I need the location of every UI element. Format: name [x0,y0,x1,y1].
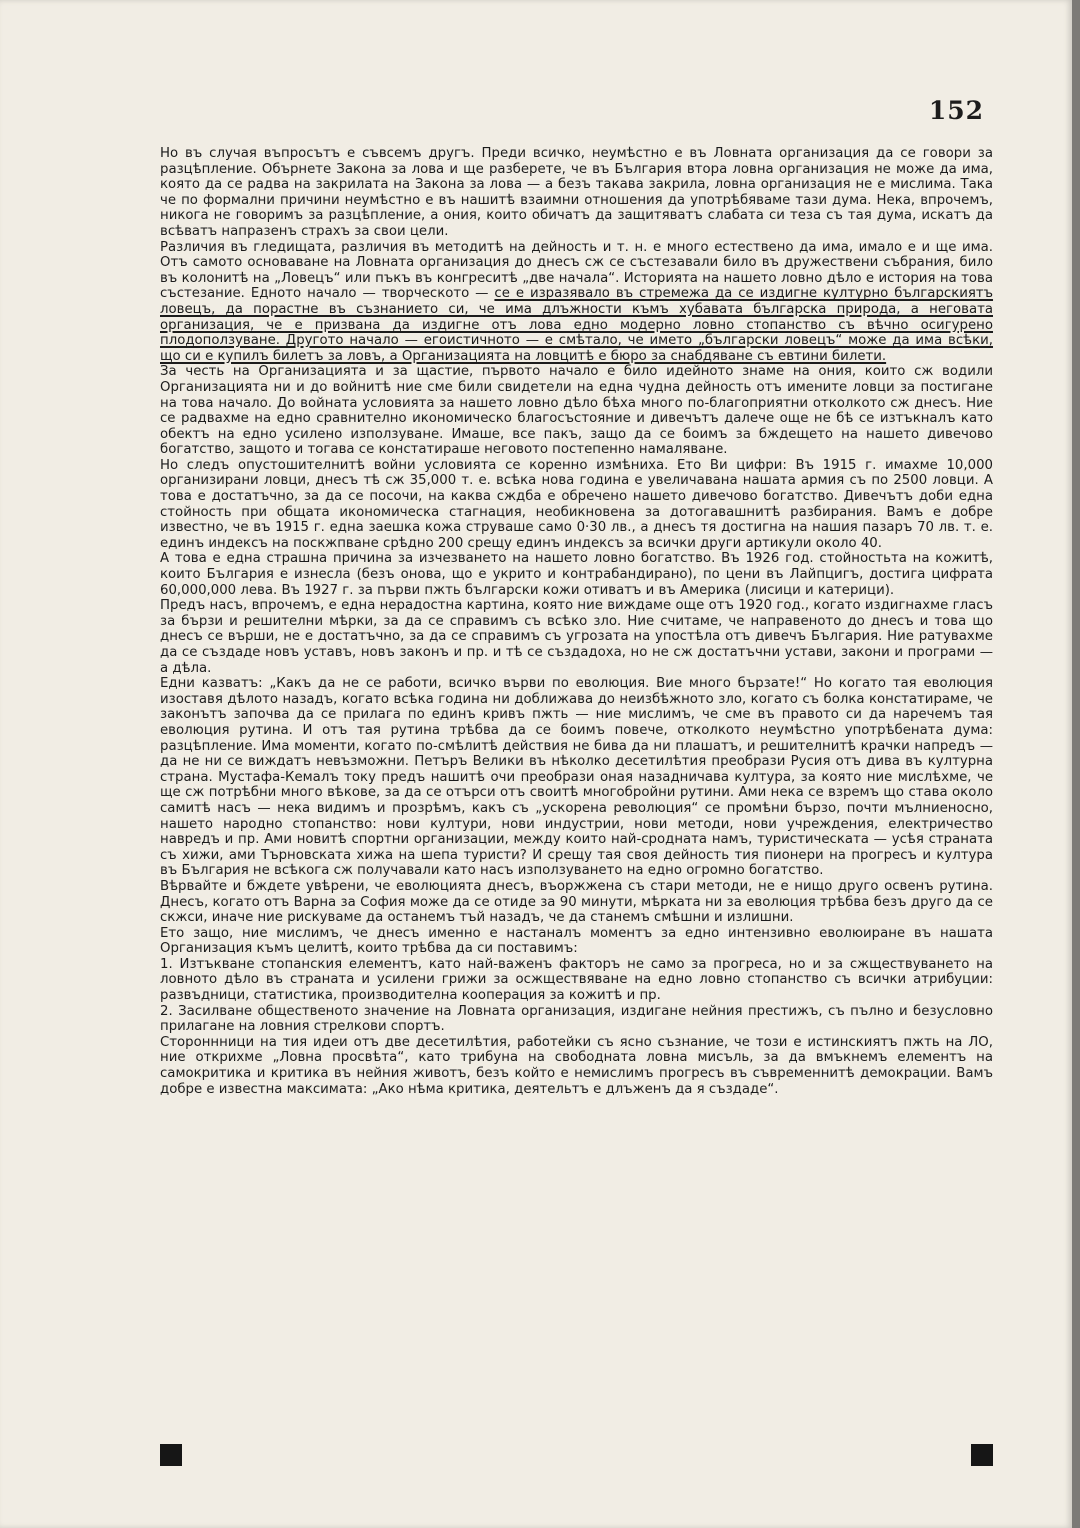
article-body [160,146,993,1097]
paragraph: Стороннници на тия идеи отъ две десетилѣтия, работейки съ ясно съзнание, че този е истинскиятъ пжть на ЛО, ние открихме „Ловна просвѣта“, като трибуна на свободната ловна мисъль, за да вмъкнемъ елементъ на самокритика и критика въ нейния животъ, безъ който е немислимъ прогресъ въ съвременнитѣ демокрации. Вамъ добре е известна максимата: „Ако нѣма критика, деятельтъ е длъженъ да я създаде“. [160,1034,993,1097]
paragraph: Ето защо, ние мислимъ, че днесъ именно е настаналъ моментъ за едно интензивно еволюиране въ нашата Организация къмъ целитѣ, които трѣбва да си поставимъ: [160,925,993,957]
paragraph-text: Различия въ гледищата, различия въ методитѣ на дейность и т. н. е много естествено да има, имало е и ще има. Отъ самото основаване на Ловната организация до днесъ сж се състезавали било въ дружествени събрания, било въ колонитѣ на „Ловецъ“ или пъкъ въ конгреситѣ „две начала“. Историята на нашето ловно дѣло е история на това състезание. Едното начало — творческото — [160,239,993,302]
paragraph: Но въ случая въпросътъ е съвсемъ другъ. Преди всичко, неумѣстно е въ Ловната организация да се говори за разцѣпление. Обърнете Закона за лова и ще разберете, че въ България втора ловна организация не може да има, която да се радва на закрилата на Закона за лова — а безъ такава закрила, ловна организация не е мислима. Така че по формални причини неумѣстно е въ нашитѣ взаимни отношения да употрѣбяваме тази дума. Нека, впрочемъ, никога не говоримъ за разцѣпление, а ония, които обичатъ да защитяватъ слабата си теза съ тая дума, искатъ да всѣватъ напразенъ страхъ за свои цели. [160,146,993,239]
registration-mark-right [971,1444,993,1466]
registration-mark-left [160,1444,182,1466]
paragraph [160,240,993,365]
list-item: 1. Изтъкване стопанския елементъ, като най-важенъ факторъ не само за прогреса, но и за сжществуването на ловното дѣло въ страната и усилени грижи за осжществяване на едно ловно стопанство съ всички атрибуции: развъдници, статистика, производителна кооперация за кожитѣ и пр. [160,956,993,1004]
paragraph: Предъ насъ, впрочемъ, е една нерадостна картина, която ние виждаме още отъ 1920 год., когато издигнахме гласъ за бързи и решителни мѣрки, за да се справимъ съ всѣко зло. Ние считаме, че направеното до днесъ и това що днесъ се върши, не е достатъчно, за да се справимъ съ угрозата на упостѣла отъ дивечъ България. Ние ратувахме да се създаде новъ уставъ, новъ законъ и пр. и тѣ се създадоха, но не сж достатъчни устави, закони и програми — а дѣла. [160,598,993,676]
paragraph: Но следъ опустошителнитѣ войни условията се коренно измѣниха. Ето Ви цифри: Въ 1915 г. имахме 10,000 организирани ловци, днесъ тѣ сж 35,000 т. е. всѣка нова година е увеличавана нашата армия съ по 2500 ловци. А това е достатъчно, за да се посочи, на каква сждба е обречено нашето дивечово богатство. Дивечътъ доби една стойность при общата икономическа стагнация, необикновена за дотогавашнитѣ разбирания. Вамъ е добре известно, че въ 1915 г. една заешка кожа струваше само 0·30 лв., а днесъ тя достигна на нашия пазаръ 70 лв. т. е. единъ индексъ на поскжпване срѣдно 200 срещу единъ индексъ за всички други артикули около 40. [160,457,993,551]
paragraph: За честь на Организацията и за щастие, първото начало е било идейното знаме на ония, които сж водили Организацията ни и до войнитѣ ние сме били свидетели на една чудна дейность отъ имените ловци за постигане на това начало. До войната условията за нашето ловно дѣло бѣха много по-благоприятни отколкото сж днесъ. Ние се радвахме на едно сравнително икономическо благосъстояние и дивечътъ далече още не бѣ се изтъкналъ като обектъ на едно усилено използуване. Имаше, все пакъ, защо да се боимъ за бждещето на нашето дивечово богатство, защото и тогава се констатираше неговото постепенно намаляване. [160,364,993,458]
list-item: 2. Засилване общественото значение на Ловната организация, издигане нейния престижъ, съ пълно и безусловно прилагане на ловния стрелкови спортъ. [160,1003,993,1035]
underlined-passage: се е изразявало въ стремежа да се издигне културно българскиятъ ловецъ, да порастне въ съзнанието си, че има длъжности къмъ хубавата българска природа, а неговата организация, че е призвана да издигне отъ лова едно модерно ловно стопанство съ вѣчно осигурено плодоползуване. Другото начало — егоистичното — е смѣтало, че името „български ловецъ“ може да има всѣки, що си е купилъ билетъ за ловъ, а Организацията на ловцитѣ е бюро за снабдяване съ евтини билети. [160,286,994,364]
paragraph: Вѣрвайте и бждете увѣрени, че еволюцията днесъ, въоржжена съ стари методи, не е нищо друго освенъ рутина. Днесъ, когато отъ Варна за София може да се отиде за 90 минути, мѣрката ни за еволюция трѣбва безъ друго да се скжси, иначе ние рискуваме да останемъ тъй назадъ, че да станемъ смѣшни и излишни. [160,878,993,926]
page-number: 152 [928,96,984,125]
paragraph: А това е една страшна причина за изчезването на нашето ловно богатство. Въ 1926 год. стойностьта на кожитѣ, които България е изнесла (безъ онова, що е укрито и контрабандирано), по цени въ Лайпцигъ, достига цифрата 60,000,000 лева. Въ 1927 г. за първи пжть български кожи отиватъ и въ Америка (лисици и катерици). [160,551,993,598]
paragraph: Едни казватъ: „Какъ да не се работи, всичко върви по еволюция. Вие много бързате!“ Но когато тая еволюция изоставя дѣлото назадъ, когато всѣка година ни доближава до неизбѣжното зло, когато съ болка констатираме, че законътъ започва да се прилага по единъ кривъ пжть — ние мислимъ, че сме въ правото си да наречемъ тая еволюция рутина. И отъ тая рутина трѣбва да се боимъ повече, отколкото неумѣстно употрѣбената дума: разцѣпление. Има моменти, когато по-смѣлитѣ действия не бива да ни плашатъ, и решителнитѣ крачки напредъ — да не ни се виждатъ невъзможни. Петъръ Велики въ нѣколко десетилѣтия преобрази Русия отъ дива въ културна страна. Мустафа-Кемалъ току предъ нашитѣ очи преобрази оная назадничава култура, за която ние мислѣхме, че ще сж потрѣбни много вѣкове, за да се отърси отъ своитѣ многобройни рутини. Ами нека се взремъ що става около самитѣ насъ — нека видимъ и прозрѣмъ, какъ съ „ускорена революция“ се промѣни бързо, почти мълниеносно, нашето народно стопанство: нови култури, нови индустрии, нови методи, нови учреждения, електричество навредъ и пр. Ами новитѣ спортни организации, между които най-сродната намъ, туристическата — усѣя страната съ хижи, ами Търновската хижа на шепа туристи? И срещу тая своя дейность тия пионери на прогресъ и култура въ България не всѣкога сж получавали като насъ използуването на едно огромно богатство. [160,676,993,879]
